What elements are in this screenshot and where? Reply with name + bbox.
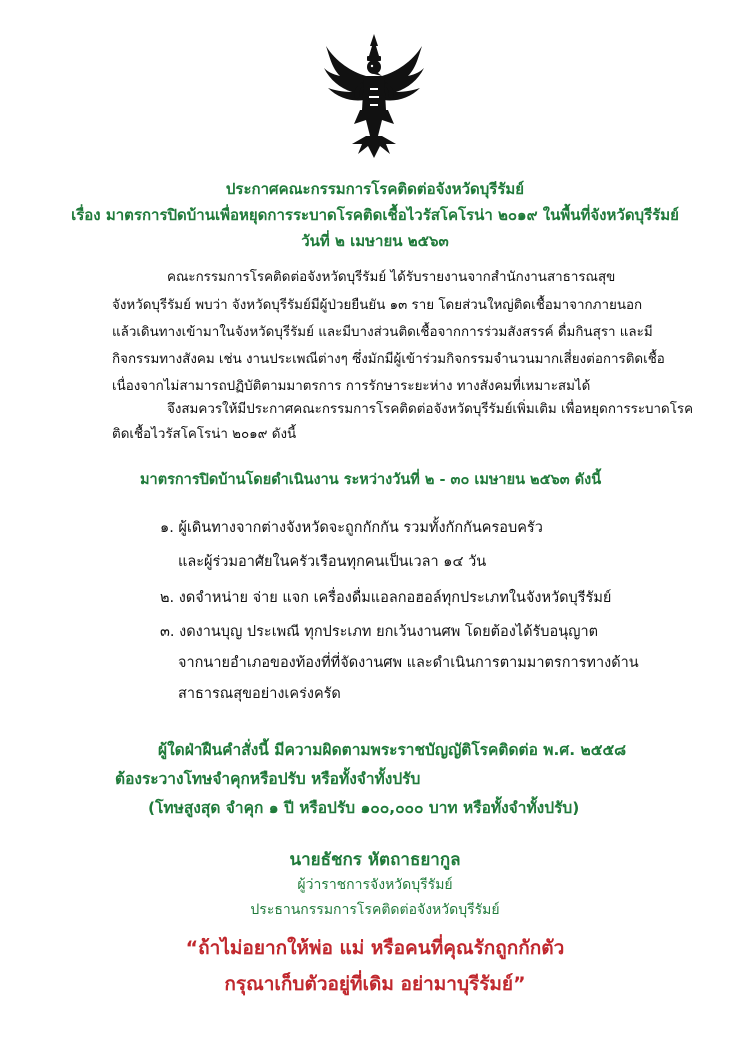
paragraph2-line1: จึงสมควรให้มีประกาศคณะกรรมการโรคติดต่อจังหวัดบุรีรัมย์เพิ่มเติม เพื่อหยุดการระบาดโรค (167, 402, 694, 417)
measure-item-1-line1: ๑. ผู้เดินทางจากต่างจังหวัดจะถูกกักกัน รวมทั้งกักกันครอบครัว (160, 520, 543, 536)
measures-heading: มาตรการปิดบ้านโดยดำเนินงาน ระหว่างวันที่ ๒ - ๓๐ เมษายน ๒๕๖๓ ดังนี้ (140, 472, 602, 488)
measure-item-3-line2: จากนายอำเภอของท้องที่ที่จัดงานศพ และดำเนินการตามมาตรการทางด้าน (178, 655, 639, 671)
garuda-emblem-icon (322, 32, 426, 160)
signer-name: นายธัชกร หัตถาธยากูล (289, 850, 461, 870)
announcement-title: ประกาศคณะกรรมการโรคติดต่อจังหวัดบุรีรัมย์ (225, 180, 525, 198)
signer-position-chair: ประธานกรรมการโรคติดต่อจังหวัดบุรีรัมย์ (250, 902, 500, 918)
measure-item-2-line1: ๒. งดจำหน่าย จ่าย แจก เครื่องดื่มแอลกอฮอล์ทุกประเภทในจังหวัดบุรีรัมย์ (160, 590, 612, 606)
paragraph2-line2: ติดเชื้อไวรัสโคโรน่า ๒๐๑๙ ดังนี้ (112, 427, 297, 442)
paragraph1-line3: แล้วเดินทางเข้ามาในจังหวัดบุรีรัมย์ และมีบางส่วนติดเชื้อจากการร่วมสังสรรค์ ดื่มกินสุรา และมี (112, 325, 653, 340)
paragraph1-line1: คณะกรรมการโรคติดต่อจังหวัดบุรีรัมย์ ได้รับรายงานจากสำนักงานสาธารณสุข (167, 270, 616, 285)
warning-line2: ต้องระวางโทษจำคุกหรือปรับ หรือทั้งจำทั้งปรับ (115, 770, 421, 788)
paragraph1-line4: กิจกรรมทางสังคม เช่น งานประเพณีต่างๆ ซึ่งมักมีผู้เข้าร่วมกิจกรรมจำนวนมากเสี่ยงต่อการติดเชื้อ (112, 352, 665, 367)
measure-item-3-line1: ๓. งดงานบุญ ประเพณี ทุกประเภท ยกเว้นงานศพ โดยต้องได้รับอนุญาต (160, 624, 599, 640)
signer-position-governor: ผู้ว่าราชการจังหวัดบุรีรัมย์ (297, 877, 453, 893)
announcement-subject: เรื่อง มาตรการปิดบ้านเพื่อหยุดการระบาดโรคติดเชื้อไวรัสโคโรน่า ๒๐๑๙ ในพื้นที่จังหวัดบุรีรัมย์ (71, 206, 679, 224)
paragraph1-line2: จังหวัดบุรีรัมย์ พบว่า จังหวัดบุรีรัมย์มีผู้ป่วยยืนยัน ๑๓ ราย โดยส่วนใหญ่ติดเชื้อมาจากภายนอก (112, 298, 643, 313)
announcement-date: วันที่ ๒ เมษายน ๒๕๖๓ (301, 232, 449, 250)
measure-item-1-line2: และผู้ร่วมอาศัยในครัวเรือนทุกคนเป็นเวลา ๑๔ วัน (178, 554, 487, 570)
paragraph1-line5: เนื่องจากไม่สามารถปฏิบัติตามมาตรการ การรักษาระยะห่าง ทางสังคมที่เหมาะสมได้ (112, 379, 591, 394)
measure-item-3-line3: สาธารณสุขอย่างเคร่งครัด (178, 686, 341, 702)
warning-line1: ผู้ใดฝ่าฝืนคำสั่งนี้ มีความผิดตามพระราชบัญญัติโรคติดต่อ พ.ศ. ๒๕๕๘ (158, 741, 627, 759)
warning-line3: (โทษสูงสุด จำคุก ๑ ปี หรือปรับ ๑๐๐,๐๐๐ บาท หรือทั้งจำทั้งปรับ) (148, 799, 580, 817)
quote-line2: กรุณาเก็บตัวอยู่ที่เดิม อย่ามาบุรีรัมย์” (224, 973, 526, 995)
quote-line1: “ถ้าไม่อยากให้พ่อ แม่ หรือคนที่คุณรักถูกกักตัว (185, 937, 565, 959)
